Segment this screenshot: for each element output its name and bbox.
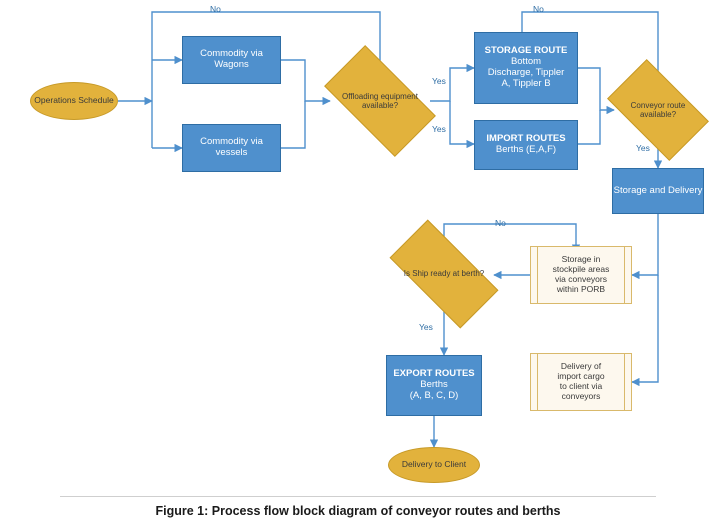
import-routes-line2: Berths (E,A,F) (495, 144, 557, 155)
commodity-wagons-label: Commodity via Wagons (200, 48, 263, 70)
delivery-to-client-label: Delivery to Client (401, 459, 467, 470)
node-import-routes (474, 120, 578, 170)
export-routes-title: EXPORT ROUTES (393, 368, 475, 380)
offloading-decision-label: Offloading equipment available? (342, 91, 418, 110)
storage-stockpile-left-rule (537, 247, 538, 303)
node-delivery-to-client (388, 447, 480, 483)
storage-and-delivery-label: Storage and Delivery (613, 184, 703, 196)
node-export-routes (386, 355, 482, 416)
storage-route-line3: Discharge, Tippler (487, 67, 565, 78)
storage-stockpile-right-rule (624, 247, 625, 303)
edge-label-no-top-right: No (533, 4, 544, 14)
caption-divider (60, 496, 656, 497)
node-storage-and-delivery (612, 168, 704, 214)
commodity-vessels-label: Commodity via vessels (200, 136, 263, 158)
node-delivery-import-cargo (530, 353, 632, 411)
storage-route-line2: Bottom (510, 56, 542, 68)
storage-route-line4: A, Tippler B (501, 77, 551, 89)
delivery-import-right-rule (624, 354, 625, 410)
edge-label-yes-import: Yes (432, 124, 446, 134)
node-offloading-decision (330, 72, 430, 130)
edge-label-yes-storage: Yes (432, 76, 446, 86)
node-commodity-wagons (182, 36, 281, 84)
node-conveyor-decision (614, 82, 702, 138)
storage-route-title: STORAGE ROUTE (484, 45, 568, 57)
edge-label-yes-conveyor: Yes (636, 143, 650, 153)
conveyor-decision-label: Conveyor route available? (630, 100, 686, 119)
node-storage-stockpile (530, 246, 632, 304)
edge-label-yes-ship: Yes (419, 322, 433, 332)
delivery-import-line4: conveyors (561, 390, 601, 401)
operations-schedule-label: Operations Schedule (34, 95, 114, 106)
delivery-import-left-rule (537, 354, 538, 410)
storage-stockpile-line1: Storage in (561, 254, 601, 265)
edge-label-no-ship: No (495, 218, 506, 228)
ship-ready-decision-label: Is Ship ready at berth? (403, 269, 485, 279)
storage-stockpile-line2: stockpile areas (552, 264, 610, 275)
node-ship-ready-decision (394, 247, 494, 301)
export-routes-line2: Berths (420, 379, 448, 391)
delivery-import-line2: import cargo (557, 371, 605, 382)
delivery-import-line3: to client via (559, 381, 603, 391)
storage-stockpile-line4: within PORB (556, 283, 606, 294)
node-operations-schedule (30, 82, 118, 120)
node-commodity-vessels (182, 124, 281, 172)
edge-label-no-top-left: No (210, 4, 221, 14)
export-routes-line3: (A, B, C, D) (409, 389, 459, 401)
import-routes-title: IMPORT ROUTES (486, 133, 566, 145)
figure-caption: Figure 1: Process flow block diagram of conveyor routes and berths (155, 504, 561, 518)
storage-stockpile-line3: via conveyors (555, 274, 607, 284)
delivery-import-line1: Delivery of (560, 361, 602, 372)
node-storage-route (474, 32, 578, 104)
